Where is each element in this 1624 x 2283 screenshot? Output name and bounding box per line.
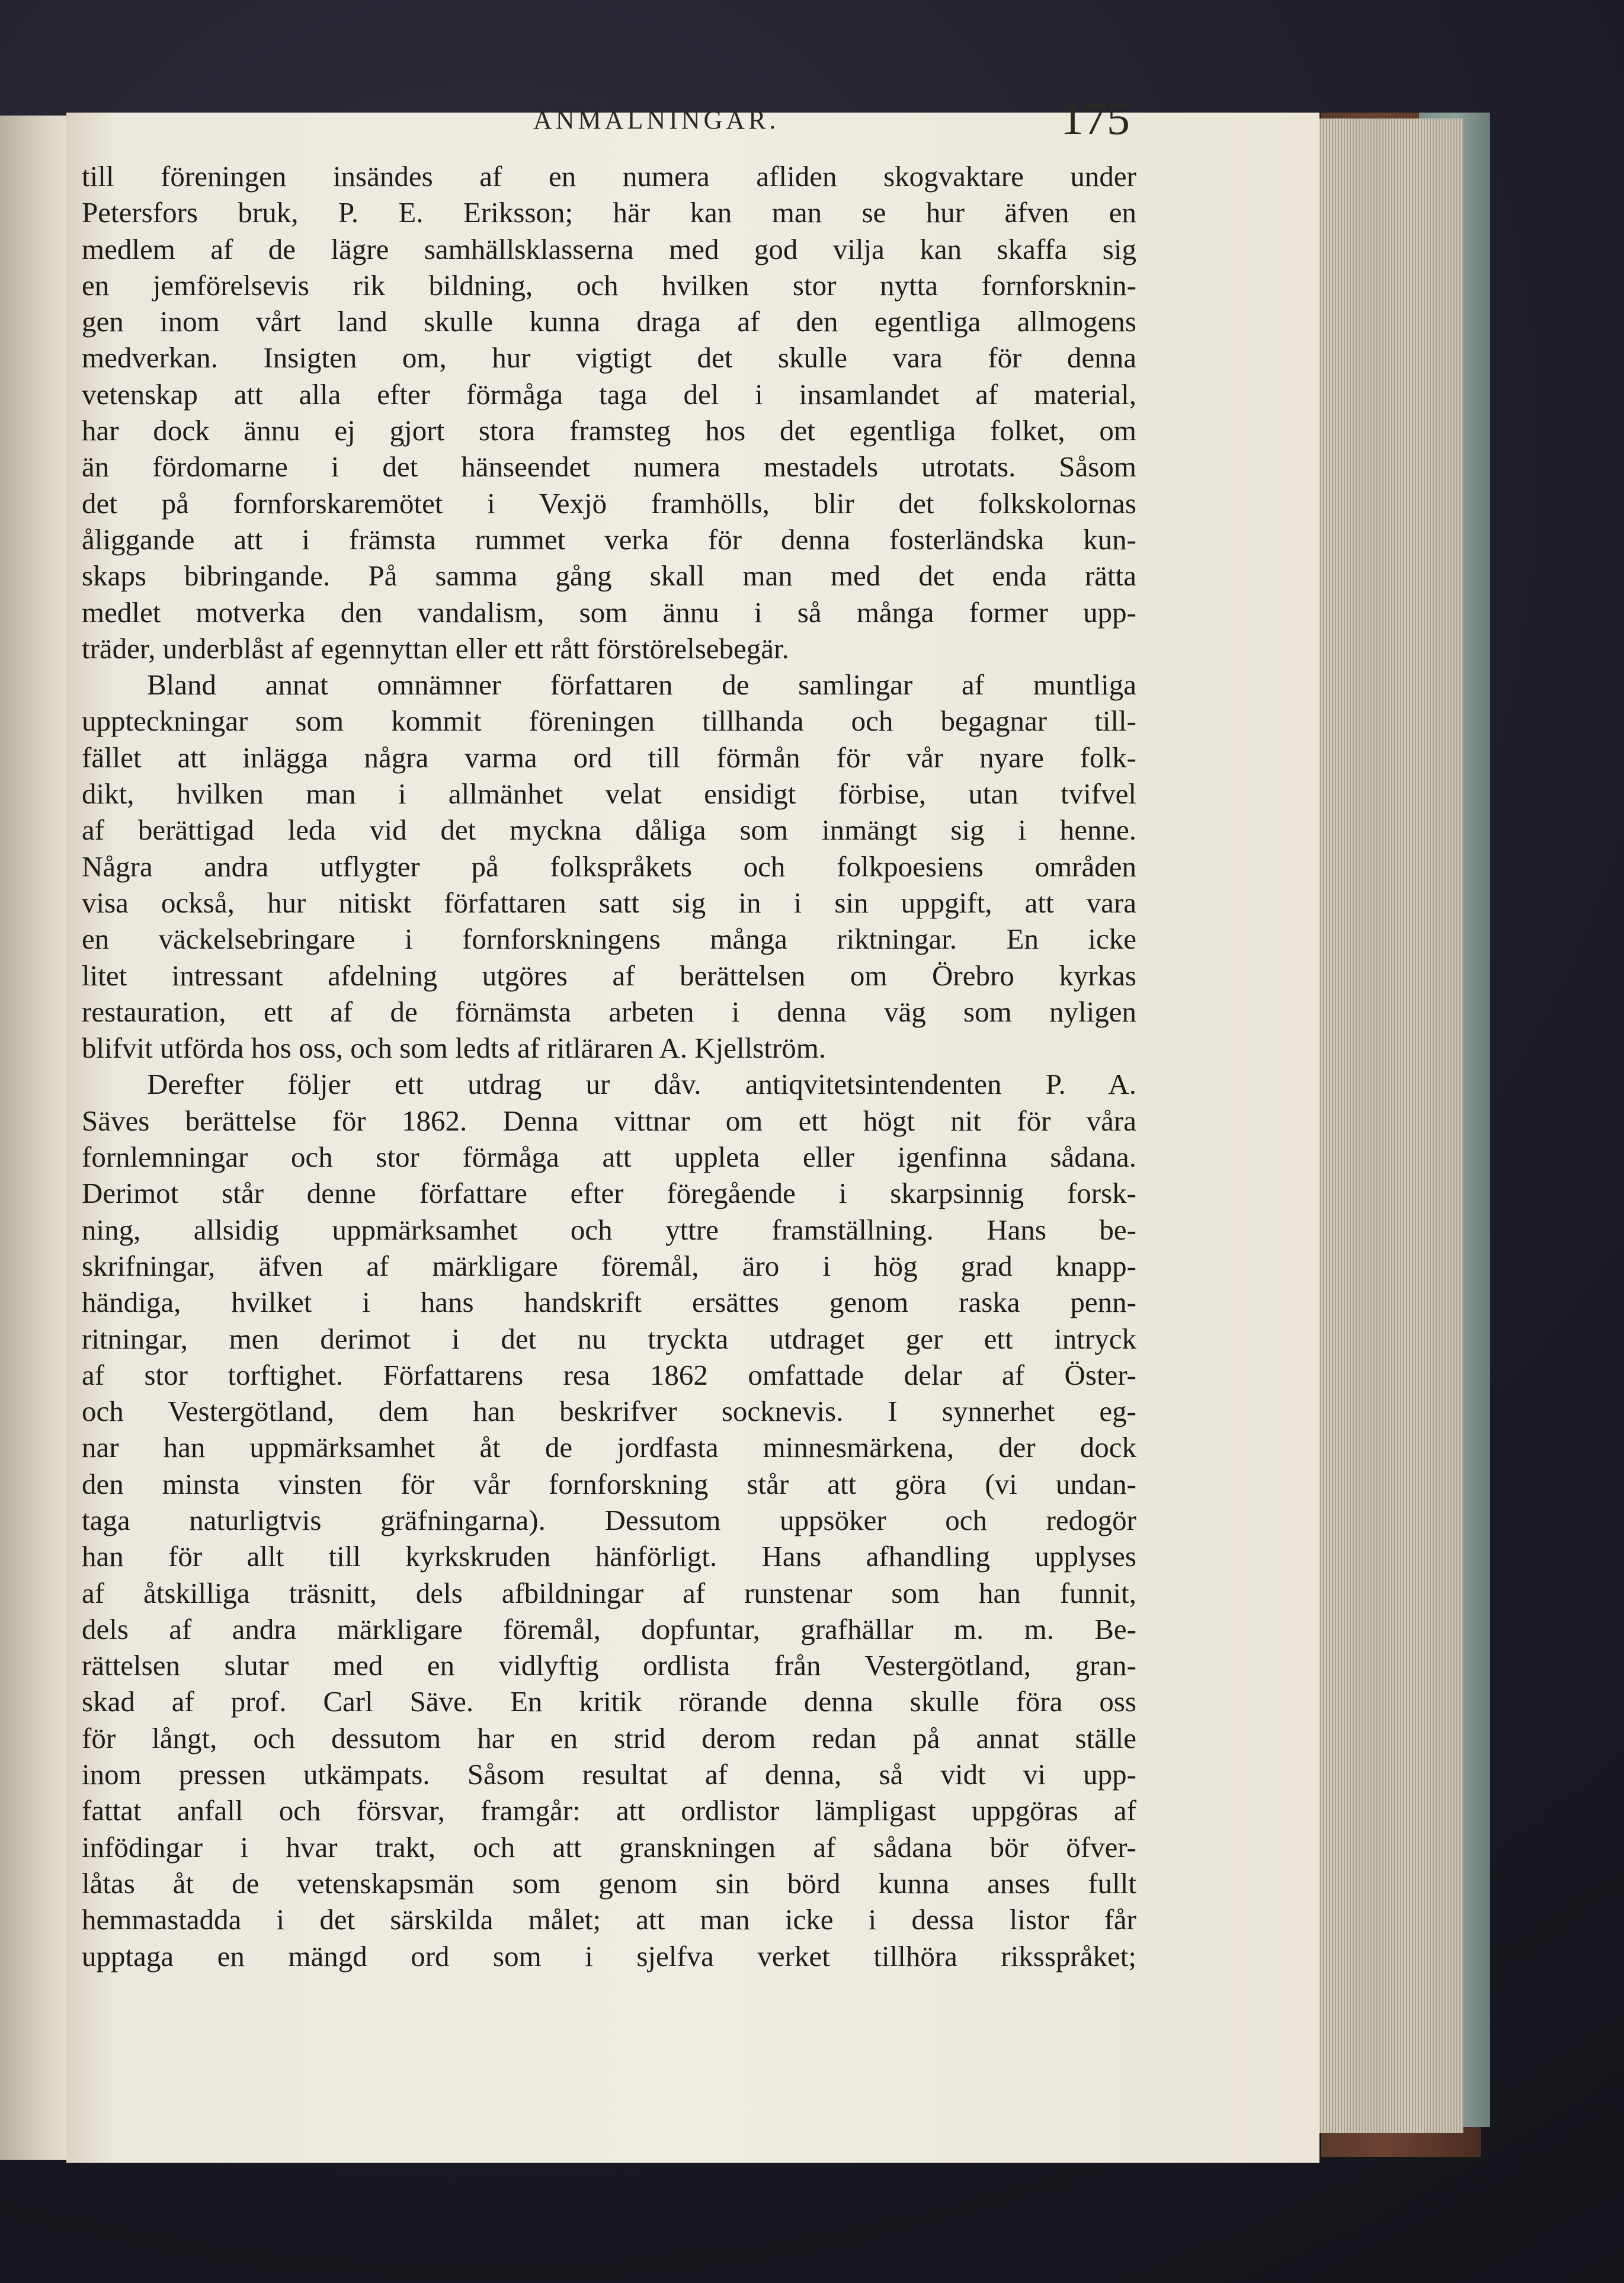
text-line: för långt, och dessutom har en strid derom redan på annat ställe <box>82 1721 1136 1754</box>
text-line: Bland annat omnämner författaren de samlingar af muntliga <box>147 668 1136 702</box>
text-line: det på fornforskaremötet i Vexjö framhölls, blir det folkskolornas <box>82 486 1136 520</box>
text-line: blifvit utförda hos oss, och som ledts af ritläraren A. Kjellström. <box>82 1032 827 1065</box>
body-text <box>82 158 1136 1974</box>
running-head: ANMÄLNINGAR. <box>533 105 780 135</box>
text-line: restauration, ett af de förnämsta arbeten i denna väg som nyligen <box>82 995 1136 1028</box>
text-line: den minsta vinsten för vår fornforskning står att göra (vi undan- <box>82 1467 1136 1500</box>
text-line: af berättigad leda vid det myckna dåliga som inmängt sig i henne. <box>82 814 1136 847</box>
text-line: rättelsen slutar med en vidlyftig ordlista från Vestergötland, gran- <box>82 1649 1136 1682</box>
text-line: medlem af de lägre samhällsklasserna med god vilja kan skaffa sig <box>82 232 1136 265</box>
text-line: Derimot står denne författare efter föregående i skarpsinnig forsk- <box>82 1177 1136 1210</box>
text-line: ritningar, men derimot i det nu tryckta utdraget ger ett intryck <box>82 1322 1136 1355</box>
text-line: skrifningar, äfven af märkligare föremål, äro i hög grad knapp- <box>82 1249 1136 1282</box>
page-number: 175 <box>1061 92 1130 144</box>
text-line: till föreningen insändes af en numera afliden skogvaktare under <box>82 160 1136 193</box>
text-line: nar han uppmärksamhet åt de jordfasta minnesmärkena, der dock <box>82 1431 1136 1464</box>
text-line: han för allt till kyrkskruden hänförligt. Hans afhandling upplyses <box>82 1540 1136 1573</box>
text-line: skaps bibringande. På samma gång skall man med det enda rätta <box>82 559 1136 593</box>
text-line: dikt, hvilken man i allmänhet velat ensidigt förbise, utan tvifvel <box>82 777 1136 811</box>
text-line: fattat anfall och försvar, framgår: att ordlistor lämpligast uppgöras af <box>82 1794 1136 1827</box>
text-line: Säves berättelse för 1862. Denna vittnar om ett högt nit för våra <box>82 1104 1136 1137</box>
text-line: uppteckningar som kommit föreningen tillhanda och begagnar till- <box>82 705 1136 738</box>
text-line: medlet motverka den vandalism, som ännu i så många former upp- <box>82 595 1136 629</box>
text-line: litet intressant afdelning utgöres af berättelsen om Örebro kyrkas <box>82 959 1136 992</box>
text-line: hemmastadda i det särskilda målet; att man icke i dessa listor får <box>82 1903 1136 1936</box>
text-line: en väckelsebringare i fornforskningens många riktningar. En icke <box>82 923 1136 956</box>
text-line: Petersfors bruk, P. E. Eriksson; här kan man se hur äfven en <box>82 196 1136 229</box>
text-line: Derefter följer ett utdrag ur dåv. antiqvitetsintendenten P. A. <box>147 1068 1136 1101</box>
text-line: infödingar i hvar trakt, och att granskningen af sådana bör öfver- <box>82 1830 1136 1863</box>
text-line: låtas åt de vetenskapsmän som genom sin börd kunna anses fullt <box>82 1866 1136 1900</box>
text-line: dels af andra märkligare föremål, dopfuntar, grafhällar m. m. Be- <box>82 1612 1136 1645</box>
text-line: af stor torftighet. Författarens resa 1862 omfattade delar af Öster- <box>82 1358 1136 1391</box>
text-line: en jemförelsevis rik bildning, och hvilken stor nytta fornforsknin- <box>82 268 1136 302</box>
text-line: inom pressen utkämpats. Såsom resultat af denna, så vidt vi upp- <box>82 1758 1136 1791</box>
text-line: skad af prof. Carl Säve. En kritik rörande denna skulle föra oss <box>82 1685 1136 1718</box>
text-line: gen inom vårt land skulle kunna draga af den egentliga allmogens <box>82 305 1136 338</box>
text-line: taga naturligtvis gräfningarna). Dessutom uppsöker och redogör <box>82 1503 1136 1536</box>
left-page-edge <box>0 116 71 2160</box>
text-line: åliggande att i främsta rummet verka för denna fosterländska kun- <box>82 523 1136 556</box>
text-line: än fördomarne i det hänseendet numera mestadels utrotats. Såsom <box>82 450 1136 484</box>
text-line: vetenskap att alla efter förmåga taga del i insamlandet af material, <box>82 377 1136 411</box>
text-line: Några andra utflygter på folkspråkets och folkpoesiens områden <box>82 850 1136 883</box>
page-stack <box>1303 119 1463 2133</box>
text-line: fornlemningar och stor förmåga att uppleta eller igenfinna sådana. <box>82 1141 1136 1174</box>
text-line: upptaga en mängd ord som i sjelfva verket tillhöra riksspråket; <box>82 1939 1136 1973</box>
text-line: har dock ännu ej gjort stora framsteg hos det egentliga folket, om <box>82 414 1136 447</box>
page-header <box>65 92 1250 157</box>
text-line: och Vestergötland, dem han beskrifver socknevis. I synnerhet eg- <box>82 1395 1136 1428</box>
text-line: ning, allsidig uppmärksamhet och yttre framställning. Hans be- <box>82 1213 1136 1246</box>
text-line: fället att inlägga några varma ord till förmån för vår nyare folk- <box>82 741 1136 774</box>
text-line: träder, underblåst af egennyttan eller ett rått förstörelsebegär. <box>82 632 789 665</box>
text-line: händiga, hvilket i hans handskrift ersättes genom raska penn- <box>82 1286 1136 1319</box>
text-line: af åtskilliga träsnitt, dels afbildningar af runstenar som han funnit, <box>82 1576 1136 1609</box>
text-line: visa också, hur nitiskt författaren satt sig in i sin uppgift, att vara <box>82 886 1136 919</box>
text-line: medverkan. Insigten om, hur vigtigt det skulle vara för denna <box>82 341 1136 374</box>
